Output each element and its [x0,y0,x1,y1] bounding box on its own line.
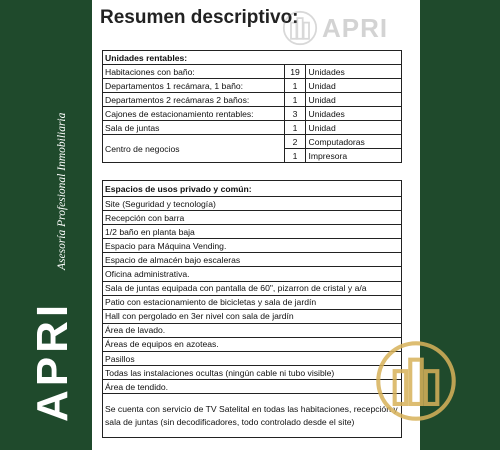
table-row [103,323,402,337]
left-brand-sidebar [0,0,92,450]
table-row [103,253,402,267]
list-item: Todas las instalaciones ocultas (ningún cable ni tubo visible) [103,366,402,380]
unidades-table [102,50,402,163]
table-row [103,65,402,79]
table-row [103,239,402,253]
table-row [103,197,402,211]
row-label: Cajones de estacionamiento rentables: [103,107,285,121]
brand-logo-text: APRI [28,300,77,422]
list-item: Áreas de equipos en azoteas. [103,337,402,351]
table-row [103,135,402,149]
espacios-header: Espacios de usos privado y común: [103,181,402,197]
list-item: 1/2 baño en planta baja [103,225,402,239]
table-row [103,394,402,438]
row-unit: Unidad [306,93,402,107]
row-unit: Impresora [306,149,402,163]
row-qty: 3 [284,107,306,121]
table-row [103,107,402,121]
table-row [103,79,402,93]
row-qty: 1 [284,79,306,93]
page-title: Resumen descriptivo: [100,7,299,28]
list-item: Patio con estacionamiento de bicicletas y sala de jardín [103,295,402,309]
list-item: Área de lavado. [103,323,402,337]
row-qty: 1 [284,121,306,135]
building-logo-icon [375,340,457,422]
table-row [103,309,402,323]
row-unit: Unidad [306,79,402,93]
table-row [103,295,402,309]
centro-label: Centro de negocios [103,135,285,163]
espacios-table [102,180,402,438]
row-qty: 1 [284,149,306,163]
list-item: Hall con pergolado en 3er nivel con sala de jardín [103,309,402,323]
list-item: Oficina administrativa. [103,267,402,281]
row-qty: 19 [284,65,306,79]
table-row [103,281,402,295]
table-row [103,352,402,366]
row-unit: Unidad [306,121,402,135]
brand-tagline: Asesoría Profesional Inmobiliaria [56,112,68,270]
document-page [92,0,420,450]
list-item: Área de tendido. [103,380,402,394]
list-item: Pasillos [103,352,402,366]
row-unit: Unidades [306,107,402,121]
row-unit: Unidades [306,65,402,79]
table-row [103,380,402,394]
row-unit: Computadoras [306,135,402,149]
row-label: Habitaciones con baño: [103,65,285,79]
building-logo-icon [282,10,318,46]
list-item: Sala de juntas equipada con pantalla de 60", pizarron de cristal y a/a [103,281,402,295]
row-label: Departamentos 2 recámaras 2 baños: [103,93,285,107]
row-label: Departamentos 1 recámara, 1 baño: [103,79,285,93]
list-item: Espacio de almacén bajo escaleras [103,253,402,267]
table-row [103,225,402,239]
table-row [103,337,402,351]
list-item: Recepción con barra [103,211,402,225]
list-item: Espacio para Máquina Vending. [103,239,402,253]
table-row [103,121,402,135]
watermark-brand-text: APRI [322,12,389,43]
row-qty: 1 [284,93,306,107]
unidades-header: Unidades rentables: [103,51,402,65]
tv-note: Se cuenta con servicio de TV Satelital en todas las habitaciones, recepción y sala de juntas (sin decodificadores, todo controlado desde el site) [103,394,402,438]
row-label: Sala de juntas [103,121,285,135]
row-qty: 2 [284,135,306,149]
table-row [103,366,402,380]
table-row [103,93,402,107]
table-row [103,267,402,281]
table-row [103,211,402,225]
watermark-top [282,10,388,46]
list-item: Site (Seguridad y tecnología) [103,197,402,211]
